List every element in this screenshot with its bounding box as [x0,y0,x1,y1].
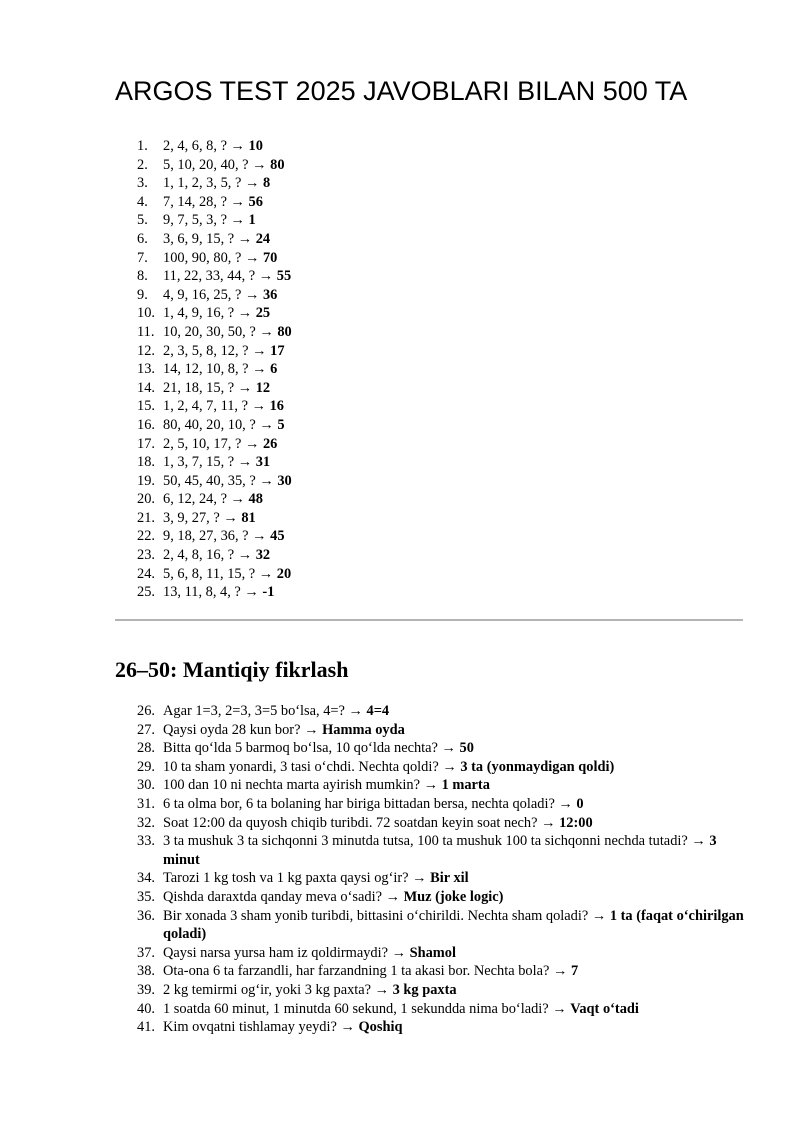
item-number: 31. [137,795,155,812]
item-question: 2, 5, 10, 17, ? → [163,435,263,452]
list-item [0,981,753,1000]
item-question: Soat 12:00 da quyosh chiqib turibdi. 72 soatdan keyin soat nech? → [163,814,560,831]
item-answer: 4=4 [366,703,390,719]
item-answer: 3 kg paxta [392,981,457,998]
item-question: Qishda daraxtda qanday meva o‘sadi? → [163,888,404,905]
item-question: 9, 18, 27, 36, ? → [163,528,271,545]
item-question: 13, 11, 8, 4, ? → [163,584,263,601]
item-answer: -1 [262,584,275,601]
item-answer: 20 [276,565,292,582]
item-question: 3, 6, 9, 15, ? → [163,230,256,247]
item-answer: 8 [262,175,271,192]
item-number: 19. [137,472,155,489]
item-number: 4. [137,193,148,210]
item-number: 35. [137,888,155,905]
item-number: 12. [137,342,155,359]
item-number: 27. [137,721,155,738]
item-answer: 5 [277,416,285,433]
item-number: 34. [137,870,155,887]
list-item [0,304,753,323]
list-item [0,379,753,398]
list-item [0,888,753,907]
item-answer: 6 [270,361,278,378]
item-answer: 17 [270,342,285,359]
list-item [0,962,753,981]
item-question: 1, 1, 2, 3, 5, ? → [163,175,263,192]
item-number: 28. [137,740,155,757]
item-number: 38. [137,963,155,980]
item-answer: 30 [277,472,292,489]
item-question: 6 ta olma bor, 6 ta bolaning har biriga bittadan bersa, nechta qoladi? → [163,795,577,812]
list-item [0,869,753,888]
item-question: 21, 18, 15, ? → [163,379,256,396]
list-item [0,565,753,584]
section-heading: 26–50: Mantiqiy fikrlash [115,657,349,682]
section-divider [115,619,743,621]
item-number: 21. [137,509,155,526]
item-answer: 25 [255,305,271,322]
item-question: 3, 9, 27, ? → [163,509,242,526]
list-item [0,267,753,286]
item-answer: 12 [255,379,271,396]
item-answer: Vaqt o‘tadi [570,1000,639,1017]
item-answer: 3 minut [163,833,717,868]
item-number: 37. [137,944,155,961]
item-answer: Qoshiq [358,1019,403,1036]
item-number: 16. [137,416,155,433]
item-question: 4, 9, 16, 25, ? → [163,286,263,303]
item-question: 1, 3, 7, 15, ? → [163,454,256,471]
list-item [0,739,753,758]
item-question: 5, 10, 20, 40, ? → [163,156,271,173]
item-question: 5, 6, 8, 11, 15, ? → [163,565,277,582]
list-item [0,490,753,509]
item-question: 2, 4, 8, 16, ? → [163,547,256,564]
item-question: Ota-ona 6 ta farzandli, har farzandning 1 ta akasi bor. Nechta bola? → [163,963,571,980]
list-item [0,323,753,342]
item-question: 2, 4, 6, 8, ? → [163,138,249,154]
item-answer: 48 [248,491,263,508]
item-number: 15. [137,398,155,415]
item-question: 80, 40, 20, 10, ? → [163,416,278,433]
list-item [0,702,753,721]
item-answer: 16 [269,398,284,415]
item-answer: 32 [255,547,271,564]
item-answer: 1 marta [441,777,490,794]
item-number: 10. [137,305,155,322]
item-question: 1, 2, 4, 7, 11, ? → [163,398,270,415]
item-number: 20. [137,491,155,508]
item-answer: 12:00 [559,814,593,831]
item-answer: 1 ta (faqat o‘chirilgan qoladi) [163,907,744,943]
item-answer: 7 [570,963,579,980]
item-number: 29. [137,758,155,775]
item-answer: 10 [248,138,263,154]
list-item [0,721,753,740]
item-question: 7, 14, 28, ? → [163,193,249,210]
item-number: 11. [137,323,155,340]
item-answer: 81 [241,509,256,526]
item-number: 17. [137,435,155,452]
list-item [0,527,753,546]
item-question: 3 ta mushuk 3 ta sichqonni 3 minutda tutsa, 100 ta mushuk 100 ta sichqonni nechda tutadi? → [163,833,710,850]
item-question: Bir xonada 3 sham yonib turibdi, bittasini o‘chirildi. Nechta sham qoladi? → [163,907,610,924]
item-question: 9, 7, 5, 3, ? → [163,212,249,229]
list-item [0,416,753,435]
item-answer: 31 [255,454,271,471]
item-number: 14. [137,379,155,396]
item-question: 14, 12, 10, 8, ? → [163,361,271,378]
item-number: 23. [137,547,155,564]
item-number: 18. [137,454,155,471]
item-answer: Muz (joke logic) [403,888,504,905]
list-item [0,758,753,777]
item-answer: Shamol [409,944,456,961]
list-item [0,174,753,193]
list-item [0,137,753,156]
list-item [0,286,753,305]
item-answer: Hamma oyda [322,721,405,738]
list-item [0,814,753,833]
list-item [0,795,753,814]
list-item [0,156,753,175]
item-question: Agar 1=3, 2=3, 3=5 bo‘lsa, 4=? → [163,703,367,719]
list-item [0,360,753,379]
item-question: Kim ovqatni tishlamay yeydi? → [163,1019,359,1036]
item-question: 100, 90, 80, ? → [163,249,263,266]
item-answer: 45 [270,528,285,545]
item-question: 2 kg temirmi og‘ir, yoki 3 kg paxta? → [163,981,393,998]
item-number: 7. [137,249,148,266]
list-item [0,776,753,795]
item-number: 32. [137,814,155,831]
item-answer: 3 ta (yonmaydigan qoldi) [460,758,615,775]
item-question: Bitta qo‘lda 5 barmoq bo‘lsa, 10 qo‘lda nechta? → [163,740,460,757]
item-number: 2. [137,156,148,173]
list-item [0,342,753,361]
item-question: 10, 20, 30, 50, ? → [163,323,278,340]
item-question: Tarozi 1 kg tosh va 1 kg paxta qaysi og‘ir? → [163,870,431,887]
list-item [0,472,753,491]
list-item [0,944,753,963]
item-answer: 0 [576,795,584,812]
item-question: 50, 45, 40, 35, ? → [163,472,278,489]
list-item [0,435,753,454]
item-answer: 50 [459,740,474,757]
item-number: 26. [137,703,155,719]
item-number: 9. [137,286,148,303]
item-number: 5. [137,212,148,229]
item-number: 30. [137,777,155,794]
list-item [0,1000,753,1019]
item-question: 11, 22, 33, 44, ? → [163,268,277,285]
item-answer: 70 [262,249,278,266]
item-answer: 55 [276,268,292,285]
item-question: 1 soatda 60 minut, 1 minutda 60 sekund, 1 sekundda nima bo‘ladi? → [163,1000,571,1017]
list-item [0,193,753,212]
item-answer: 56 [248,193,263,210]
item-number: 36. [137,907,155,924]
item-number: 6. [137,230,148,247]
list-item [0,397,753,416]
item-number: 3. [137,175,148,192]
list-item [0,249,753,268]
list-item [0,509,753,528]
item-question: 100 dan 10 ni nechta marta ayirish mumkin? → [163,777,442,794]
number-sequence-list [0,137,753,602]
logic-question-list [0,702,753,1037]
item-number: 13. [137,361,155,378]
item-number: 1. [137,138,148,154]
item-number: 41. [137,1019,155,1036]
item-number: 40. [137,1000,155,1017]
list-item [0,546,753,565]
list-item [0,583,753,602]
item-answer: 1 [248,212,256,229]
item-number: 24. [137,565,155,582]
item-question: 10 ta sham yonardi, 3 tasi o‘chdi. Nechta qoldi? → [163,758,461,775]
item-number: 33. [137,833,155,850]
item-number: 25. [137,584,155,601]
list-item [0,1018,753,1037]
list-item [0,907,753,944]
item-number: 39. [137,981,155,998]
document-title: ARGOS TEST 2025 JAVOBLARI BILAN 500 TA [115,76,688,106]
item-answer: 24 [255,230,271,247]
item-answer: 36 [262,286,278,303]
item-number: 8. [137,268,148,285]
item-answer: Bir xil [430,870,469,887]
item-question: Qaysi oyda 28 kun bor? → [163,721,323,738]
list-item [0,211,753,230]
item-answer: 26 [262,435,278,452]
item-question: Qaysi narsa yursa ham iz qoldirmaydi? → [163,944,410,961]
item-question: 2, 3, 5, 8, 12, ? → [163,342,271,359]
list-item [0,230,753,249]
item-number: 22. [137,528,155,545]
list-item [0,453,753,472]
item-answer: 80 [270,156,285,173]
list-item [0,832,753,869]
item-question: 1, 4, 9, 16, ? → [163,305,256,322]
item-answer: 80 [277,323,292,340]
item-question: 6, 12, 24, ? → [163,491,249,508]
